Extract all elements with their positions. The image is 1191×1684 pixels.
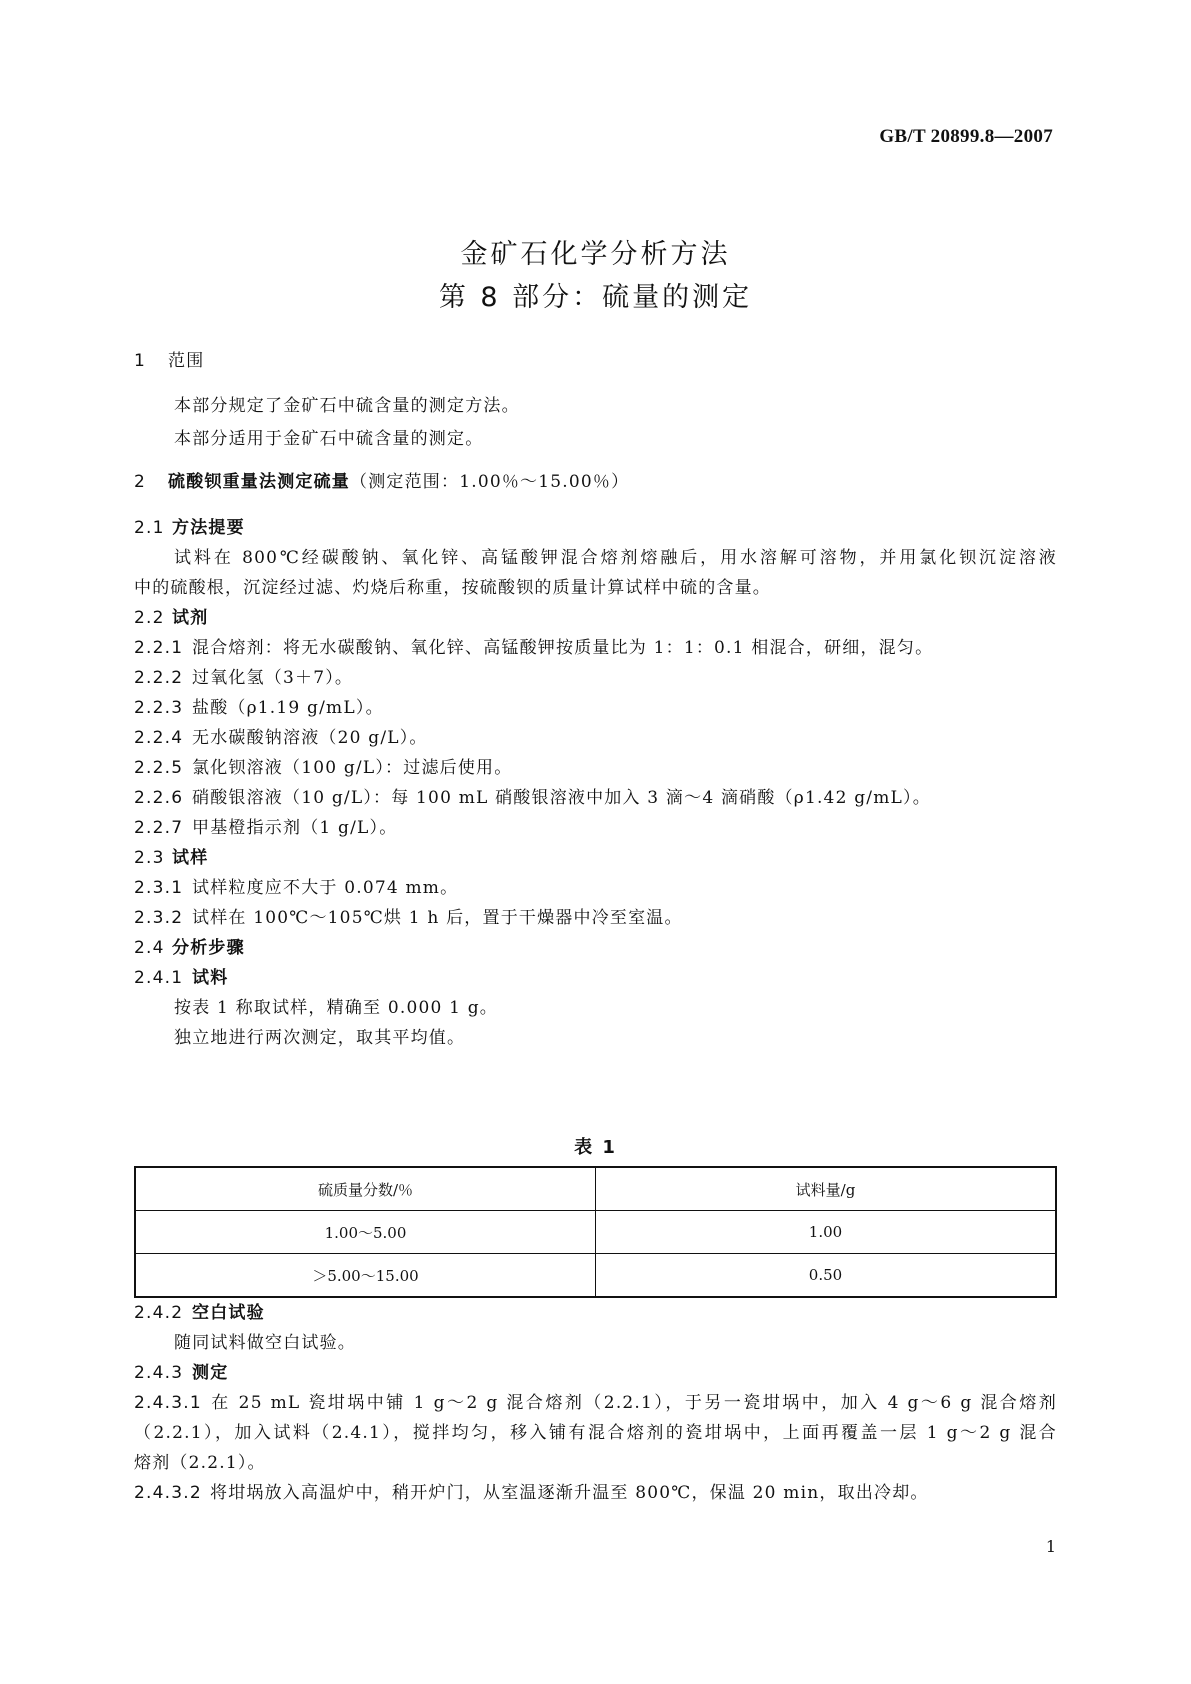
list-item: 2.2.6 硝酸银溶液（10 g/L）：每 100 mL 硝酸银溶液中加入 3 滴～4 滴硝酸（ρ1.42 g/mL）。 bbox=[134, 788, 931, 808]
document-title: 金矿石化学分析方法 bbox=[460, 239, 731, 270]
paragraph-line: 熔剂（2.2.1）。 bbox=[134, 1453, 266, 1473]
table-cell: ＞5.00～15.00 bbox=[135, 1254, 596, 1298]
section-2-4-2-heading: 2.4.2 空白试验 bbox=[134, 1303, 265, 1323]
section-2-4-1-heading: 2.4.1 试料 bbox=[134, 968, 229, 988]
column-header: 硫质量分数/％ bbox=[135, 1167, 596, 1211]
paragraph: 独立地进行两次测定，取其平均值。 bbox=[174, 1028, 466, 1048]
list-item: 2.2.1 混合熔剂：将无水碳酸钠、氧化锌、高锰酸钾按质量比为 1：1：0.1 相混合，研细，混匀。 bbox=[134, 638, 934, 658]
paragraph: 按表 1 称取试样，精确至 0.000 1 g。 bbox=[174, 998, 499, 1018]
table-cell: 1.00～5.00 bbox=[135, 1211, 596, 1254]
table-cell: 0.50 bbox=[596, 1254, 1057, 1298]
section-2-1-heading: 2.1 方法提要 bbox=[134, 518, 245, 538]
list-item: 2.3.1 试样粒度应不大于 0.074 mm。 bbox=[134, 878, 459, 898]
section-2-heading: 2 硫酸钡重量法测定硫量（测定范围：1.00％～15.00％） bbox=[134, 472, 630, 492]
paragraph: 本部分规定了金矿石中硫含量的测定方法。 bbox=[174, 396, 520, 416]
list-item: 2.2.2 过氧化氢（3＋7）。 bbox=[134, 668, 354, 688]
paragraph-line: 试料在 800℃经碳酸钠、氧化锌、高锰酸钾混合熔剂熔融后，用水溶解可溶物，并用氯化钡沉淀溶液 bbox=[174, 548, 1057, 568]
list-item: 2.2.7 甲基橙指示剂（1 g/L）。 bbox=[134, 818, 398, 838]
table-row bbox=[135, 1254, 1056, 1298]
document-subtitle: 第 8 部分：硫量的测定 bbox=[438, 282, 753, 313]
list-item: 2.2.3 盐酸（ρ1.19 g/mL）。 bbox=[134, 698, 384, 718]
paragraph-line: 2.4.3.1 在 25 mL 瓷坩埚中铺 1 g～2 g 混合熔剂（2.2.1），于另一瓷坩埚中，加入 4 g～6 g 混合熔剂 bbox=[134, 1393, 1057, 1413]
section-2-3-heading: 2.3 试样 bbox=[134, 848, 209, 868]
list-item: 2.2.5 氯化钡溶液（100 g/L）：过滤后使用。 bbox=[134, 758, 513, 778]
standard-code: GB/T 20899.8—2007 bbox=[879, 126, 1053, 147]
section-2-4-3-heading: 2.4.3 测定 bbox=[134, 1363, 229, 1383]
list-item: 2.3.2 试样在 100℃～105℃烘 1 h 后，置于干燥器中冷至室温。 bbox=[134, 908, 683, 928]
paragraph: 随同试料做空白试验。 bbox=[174, 1333, 356, 1353]
table-cell: 1.00 bbox=[596, 1211, 1057, 1254]
section-2-4-heading: 2.4 分析步骤 bbox=[134, 938, 245, 958]
column-header: 试料量/g bbox=[596, 1167, 1057, 1211]
section-2-2-heading: 2.2 试剂 bbox=[134, 608, 209, 628]
paragraph-line: （2.2.1），加入试料（2.4.1），搅拌均匀，移入铺有混合熔剂的瓷坩埚中，上面再覆盖一层 1 g～2 g 混合 bbox=[134, 1423, 1057, 1443]
page-number: 1 bbox=[1045, 1537, 1056, 1556]
table-row bbox=[135, 1211, 1056, 1254]
table-1 bbox=[134, 1166, 1057, 1298]
table-caption: 表 1 bbox=[574, 1137, 617, 1158]
section-1-heading: 1 范围 bbox=[134, 351, 205, 371]
list-item: 2.2.4 无水碳酸钠溶液（20 g/L）。 bbox=[134, 728, 428, 748]
paragraph-line: 2.4.3.2 将坩埚放入高温炉中，稍开炉门，从室温逐渐升温至 800℃，保温 20 min，取出冷却。 bbox=[134, 1483, 929, 1503]
table-header-row bbox=[135, 1167, 1056, 1211]
paragraph-line: 中的硫酸根，沉淀经过滤、灼烧后称重，按硫酸钡的质量计算试样中硫的含量。 bbox=[134, 578, 771, 598]
paragraph: 本部分适用于金矿石中硫含量的测定。 bbox=[174, 429, 484, 449]
